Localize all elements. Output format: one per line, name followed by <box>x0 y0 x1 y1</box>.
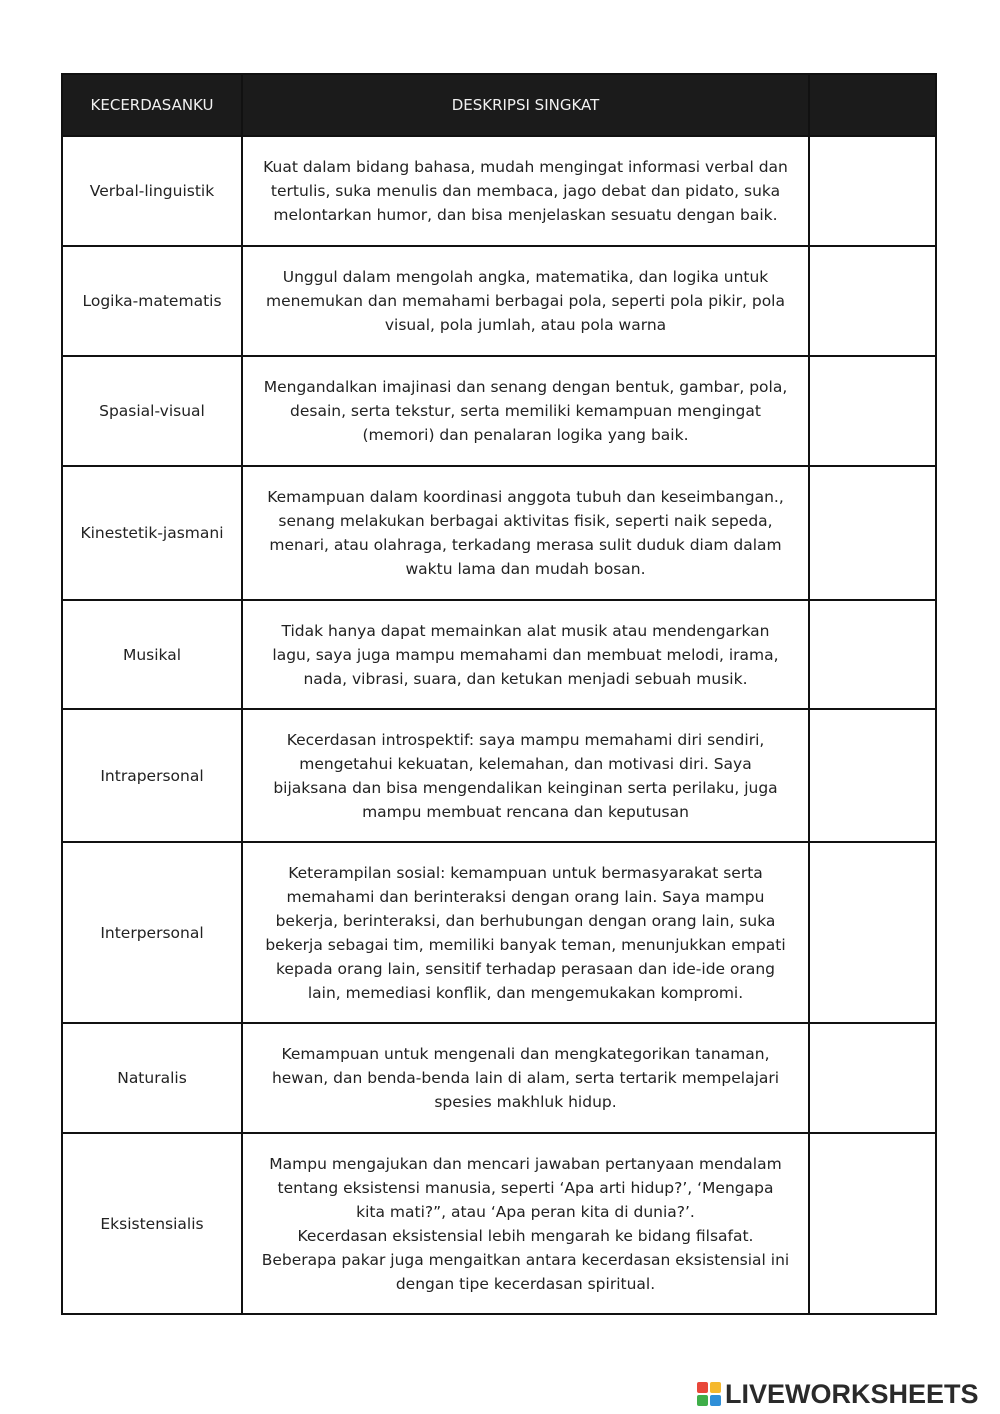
row-name: Kinestetik-jasmani <box>62 466 242 600</box>
table-row <box>62 136 936 246</box>
header-kecerdasanku: KECERDASANKU <box>62 74 242 136</box>
header-answer <box>809 74 936 136</box>
intelligence-table <box>61 73 937 1315</box>
answer-cell[interactable] <box>809 466 936 600</box>
table-row <box>62 356 936 466</box>
table-row <box>62 1023 936 1133</box>
table-row <box>62 1133 936 1314</box>
logo-square <box>710 1382 721 1393</box>
answer-box[interactable] <box>810 903 935 963</box>
answer-box[interactable] <box>810 625 935 685</box>
answer-cell[interactable] <box>809 136 936 246</box>
table-row <box>62 466 936 600</box>
row-name: Logika-matematis <box>62 246 242 356</box>
row-description: Tidak hanya dapat memainkan alat musik atau mendengarkan lagu, saya juga mampu memahami dan membuat melodi, irama, nada, vibrasi, suara, dan ketukan menjadi sebuah musik. <box>242 600 809 709</box>
answer-box[interactable] <box>810 503 935 563</box>
logo-square <box>697 1395 708 1406</box>
answer-box[interactable] <box>810 271 935 331</box>
table-row <box>62 600 936 709</box>
answer-box[interactable] <box>810 1194 935 1254</box>
description-line: Kecerdasan eksistensial lebih mengarah ke bidang filsafat. Beberapa pakar juga mengaitkan antara kecerdasan eksistensial ini dengan tipe kecerdasan spiritual. <box>261 1226 790 1293</box>
description-line: Mampu mengajukan dan mencari jawaban pertanyaan mendalam tentang eksistensi manusia, seperti ‘Apa arti hidup?’, ‘Mengapa kita mati?”, atau ‘Apa peran kita di dunia?’. <box>269 1154 782 1221</box>
answer-cell[interactable] <box>809 356 936 466</box>
row-name: Naturalis <box>62 1023 242 1133</box>
logo-square <box>710 1395 721 1406</box>
answer-cell[interactable] <box>809 600 936 709</box>
answer-cell[interactable] <box>809 842 936 1023</box>
logo-square <box>697 1382 708 1393</box>
row-name: Verbal-linguistik <box>62 136 242 246</box>
row-description: Keterampilan sosial: kemampuan untuk bermasyarakat serta memahami dan berinteraksi dengan orang lain. Saya mampu bekerja, berinteraksi, dan berhubungan dengan orang lain, suka bekerja sebagai tim, memiliki banyak teman, menunjukkan empati kepada orang lain, sensitif terhadap perasaan dan ide-ide orang lain, memediasi konflik, dan mengemukakan kompromi. <box>242 842 809 1023</box>
row-name: Spasial-visual <box>62 356 242 466</box>
answer-cell[interactable] <box>809 1133 936 1314</box>
table-row <box>62 709 936 842</box>
row-description: Mengandalkan imajinasi dan senang dengan bentuk, gambar, pola, desain, serta tekstur, serta memiliki kemampuan mengingat (memori) dan penalaran logika yang baik. <box>242 356 809 466</box>
table-header-row <box>62 74 936 136</box>
header-deskripsi: DESKRIPSI SINGKAT <box>242 74 809 136</box>
table-row <box>62 842 936 1023</box>
row-name: Musikal <box>62 600 242 709</box>
row-name: Eksistensialis <box>62 1133 242 1314</box>
row-description: Kecerdasan introspektif: saya mampu memahami diri sendiri, mengetahui kekuatan, kelemahan, dan motivasi diri. Saya bijaksana dan bisa mengendalikan keinginan serta perilaku, juga mampu membuat rencana dan keputusan <box>242 709 809 842</box>
logo-grid-icon <box>697 1382 721 1406</box>
table-row <box>62 246 936 356</box>
answer-cell[interactable] <box>809 709 936 842</box>
row-description: Kemampuan untuk mengenali dan mengkategorikan tanaman, hewan, dan benda-benda lain di alam, serta tertarik mempelajari spesies makhluk hidup. <box>242 1023 809 1133</box>
row-description: Unggul dalam mengolah angka, matematika, dan logika untuk menemukan dan memahami berbagai pola, seperti pola pikir, pola visual, pola jumlah, atau pola warna <box>242 246 809 356</box>
row-name: Intrapersonal <box>62 709 242 842</box>
row-description: Kemampuan dalam koordinasi anggota tubuh dan keseimbangan., senang melakukan berbagai aktivitas fisik, seperti naik sepeda, menari, atau olahraga, terkadang merasa sulit duduk diam dalam waktu lama dan mudah bosan. <box>242 466 809 600</box>
answer-box[interactable] <box>810 746 935 806</box>
liveworksheets-logo <box>697 1378 979 1410</box>
answer-cell[interactable] <box>809 246 936 356</box>
row-description: Kuat dalam bidang bahasa, mudah mengingat informasi verbal dan tertulis, suka menulis dan membaca, jago debat dan pidato, suka melontarkan humor, dan bisa menjelaskan sesuatu dengan baik. <box>242 136 809 246</box>
answer-cell[interactable] <box>809 1023 936 1133</box>
answer-box[interactable] <box>810 1048 935 1108</box>
brand-text: LIVEWORKSHEETS <box>725 1378 979 1409</box>
answer-box[interactable] <box>810 381 935 441</box>
row-name: Interpersonal <box>62 842 242 1023</box>
row-description <box>242 1133 809 1314</box>
answer-box[interactable] <box>810 161 935 221</box>
